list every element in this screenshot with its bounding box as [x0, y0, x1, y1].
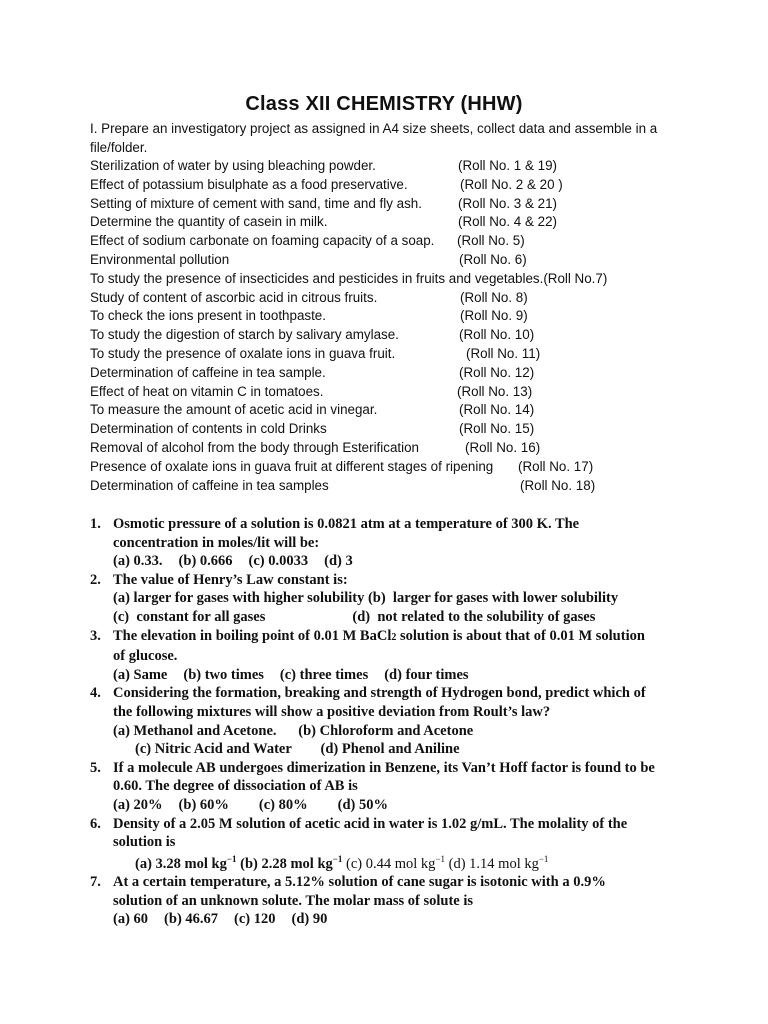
project-topic: Sterilization of water by using bleaching powder. [90, 158, 376, 173]
question-3 [90, 627, 690, 685]
option: (a) 60 [113, 911, 149, 928]
option-text: (b) 2.28 mol kg [240, 855, 333, 872]
option: (a) 20% [113, 796, 163, 813]
answer-options: (a) larger for gases with higher solubility (b) larger for gases with lower solubility [113, 590, 619, 607]
list-item [90, 251, 710, 270]
question-text: the following mixtures will show a positive deviation from Roult’s law? [113, 703, 551, 720]
option: (b) 60% [178, 796, 229, 813]
roll-number: (Roll No. 2 & 20 ) [460, 176, 563, 192]
exponent: −1 [538, 853, 549, 864]
project-topic: Determination of caffeine in tea sample. [90, 364, 326, 380]
roll-number: (Roll No. 17) [518, 458, 594, 474]
question-1 [90, 515, 690, 571]
question-text: If a molecule AB undergoes dimerization in Benzene, its Van’t Hoff factor is found to be [113, 759, 655, 776]
question-text: Considering the formation, breaking and strength of Hydrogen bond, predict which of [113, 685, 646, 702]
roll-number: (Roll No. 4 & 22) [458, 214, 557, 230]
roll-number: (Roll No. 1 & 19) [458, 158, 557, 173]
exponent: −1 [332, 853, 343, 864]
answer-options [113, 796, 690, 815]
option [448, 853, 549, 872]
question-text [113, 627, 690, 648]
list-item [90, 345, 710, 364]
project-list [90, 157, 710, 495]
project-topic: To check the ions present in toothpaste. [90, 308, 326, 324]
exponent: −1 [226, 853, 237, 864]
question-number: 1. [90, 516, 101, 532]
roll-number: (Roll No. 18) [520, 477, 596, 493]
question-text-part: solution is about that of 0.01 M solution [396, 627, 645, 644]
option: (c) three times [279, 666, 369, 683]
question-5 [90, 759, 690, 815]
roll-number: (Roll No. 5) [457, 233, 525, 249]
roll-number: (Roll No. 3 & 21) [458, 195, 557, 211]
list-item [90, 383, 710, 402]
exponent: −1 [435, 853, 446, 864]
question-number: 6. [90, 815, 101, 832]
list-item [90, 232, 710, 251]
list-item [90, 401, 710, 420]
question-text: Density of a 2.05 M solution of acetic acid in water is 1.02 g/mL. The molality of the [113, 815, 628, 832]
option [240, 853, 343, 872]
option-text: (a) 3.28 mol kg [135, 855, 227, 872]
roll-number: (Roll No. 16) [465, 439, 541, 455]
question-number: 4. [90, 685, 101, 702]
roll-number: (Roll No. 11) [466, 345, 541, 361]
answer-options [113, 666, 690, 685]
question-text: solution of an unknown solute. The molar mass of solute is [113, 892, 474, 909]
project-topic: Presence of oxalate ions in guava fruit at different stages of ripening [90, 458, 494, 474]
option: (d) 90 [291, 911, 328, 928]
answer-options [113, 552, 690, 571]
question-list [90, 515, 690, 929]
answer-options: (c) constant for all gases (d) not related to the solubility of gases [113, 608, 596, 625]
roll-number: (Roll No. 9) [460, 308, 528, 324]
question-text: Osmotic pressure of a solution is 0.0821 atm at a temperature of 300 K. The [113, 516, 580, 532]
page-title: Class XII CHEMISTRY (HHW) [245, 93, 523, 115]
subscript: 2 [391, 631, 397, 643]
list-item [90, 364, 710, 383]
project-topic: Environmental pollution [90, 251, 230, 267]
question-number: 2. [90, 571, 101, 588]
roll-number: (Roll No. 8) [460, 289, 528, 305]
project-topic: Setting of mixture of cement with sand, time and fly ash. [90, 195, 422, 211]
answer-options [113, 910, 690, 929]
question-text: of glucose. [113, 648, 178, 665]
option: (a) Same [113, 666, 168, 683]
project-topic: To study the digestion of starch by salivary amylase. [90, 327, 399, 343]
intro-instruction: I. Prepare an investigatory project as assigned in A4 size sheets, collect data and assemble in a file/folder. [90, 121, 658, 155]
roll-number: (Roll No. 6) [459, 251, 527, 267]
answer-options [113, 852, 690, 874]
question-number: 7. [90, 874, 101, 891]
project-topic: Effect of sodium carbonate on foaming capacity of a soap. [90, 233, 435, 249]
option-text: (d) 1.14 mol kg [448, 855, 539, 872]
option-text: (c) 0.44 mol kg [346, 855, 436, 872]
question-6 [90, 815, 690, 874]
list-item [90, 213, 710, 232]
question-text: solution is [113, 834, 176, 851]
list-item [90, 157, 710, 176]
question-7 [90, 873, 690, 929]
roll-number: (Roll No. 15) [459, 421, 535, 437]
list-item [90, 326, 710, 345]
option: (b) 0.666 [178, 553, 233, 570]
list-item [90, 307, 710, 326]
list-item [90, 176, 710, 195]
list-item [90, 420, 710, 439]
option: (b) 46.67 [164, 911, 219, 928]
list-item [90, 458, 710, 477]
question-text-part: The elevation in boiling point of 0.01 M BaCl [113, 627, 392, 644]
list-item [90, 289, 710, 308]
option: (c) 80% [258, 796, 308, 813]
option: (a) 0.33. [113, 553, 163, 570]
roll-number: (Roll No. 13) [457, 383, 533, 399]
option: (d) 3 [324, 553, 353, 570]
option: (d) 50% [337, 796, 388, 813]
question-text: The value of Henry’s Law constant is: [113, 571, 348, 588]
roll-number: (Roll No. 10) [459, 327, 535, 343]
list-item [90, 270, 710, 289]
question-text: concentration in moles/lit will be: [113, 534, 320, 551]
answer-options: (c) Nitric Acid and Water (d) Phenol and Aniline [135, 741, 460, 758]
option: (d) four times [384, 666, 469, 683]
option: (c) 120 [234, 911, 276, 928]
project-topic: Effect of potassium bisulphate as a food preservative. [90, 176, 408, 192]
question-number: 3. [90, 627, 101, 644]
project-topic: To measure the amount of acetic acid in vinegar. [90, 402, 378, 418]
project-topic: To study the presence of oxalate ions in guava fruit. [90, 345, 396, 361]
project-topic: Removal of alcohol from the body through Esterification [90, 439, 419, 455]
option: (b) two times [183, 666, 264, 683]
roll-number: (Roll No. 14) [459, 402, 535, 418]
roll-number: (Roll No. 12) [459, 364, 535, 380]
list-item [90, 477, 710, 496]
list-item [90, 439, 710, 458]
option: (c) 0.0033 [248, 553, 309, 570]
option [135, 853, 237, 872]
list-item [90, 195, 710, 214]
option [346, 853, 446, 872]
project-topic: Determination of contents in cold Drinks [90, 421, 327, 437]
project-topic: Determination of caffeine in tea samples [90, 477, 329, 493]
question-number: 5. [90, 759, 101, 776]
question-text: At a certain temperature, a 5.12% solution of cane sugar is isotonic with a 0.9% [113, 874, 606, 891]
project-topic: Determine the quantity of casein in milk. [90, 214, 328, 230]
question-text: 0.60. The degree of dissociation of AB is [113, 778, 358, 795]
question-4 [90, 684, 690, 758]
project-topic: Study of content of ascorbic acid in citrous fruits. [90, 289, 378, 305]
question-2 [90, 571, 690, 627]
answer-options: (a) Methanol and Acetone. (b) Chloroform and Acetone [113, 722, 474, 739]
project-topic: Effect of heat on vitamin C in tomatoes. [90, 383, 324, 399]
project-topic: To study the presence of insecticides and pesticides in fruits and vegetables.(Roll No.7) [90, 270, 608, 286]
